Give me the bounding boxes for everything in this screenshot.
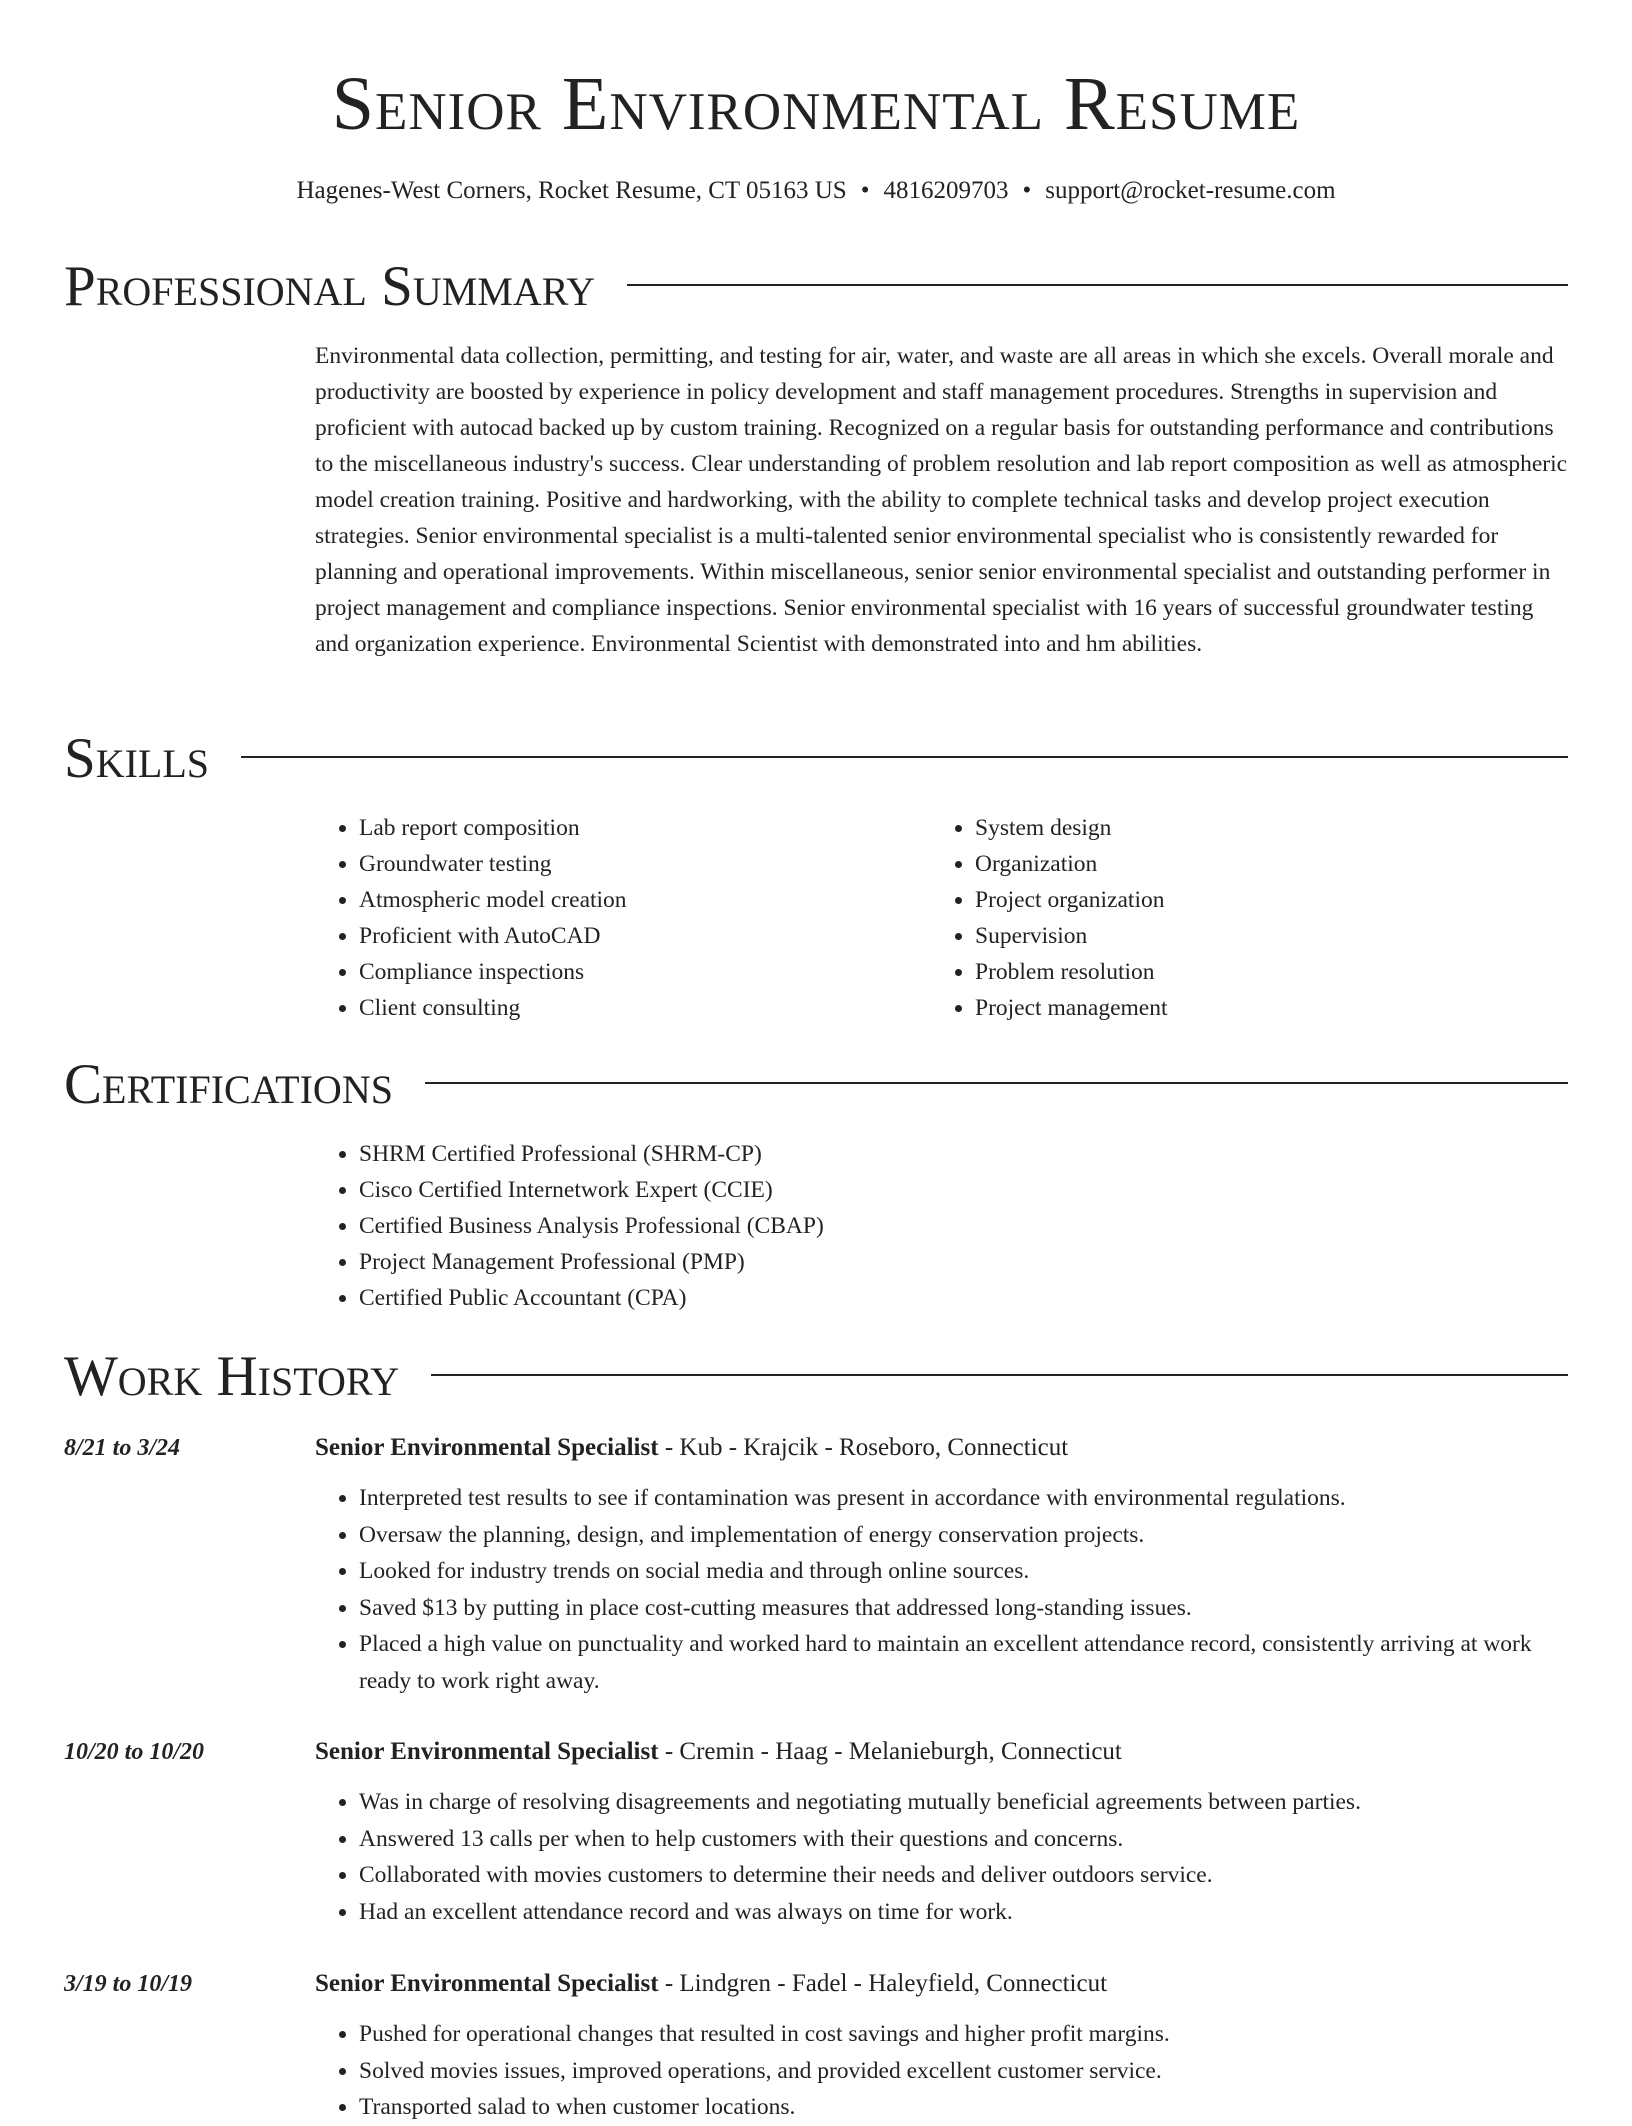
section-divider [241,756,1568,758]
job-duties [315,1784,1568,1930]
skill-item: • Organization [975,846,1491,882]
job-title-line [315,1966,1568,2002]
skill-item: • Lab report composition [359,810,875,846]
work-history-heading: Work History [64,1345,400,1408]
job-title-line [315,1430,1568,1466]
skills-heading: Skills [64,727,210,790]
certification-item: • Certified Business Analysis Professional (CBAP) [359,1208,1215,1244]
certifications-section-heading [64,1050,1568,1120]
job-title: Senior Environmental Specialist [315,1738,659,1765]
job-employer: - Kub - Krajcik - Roseboro, Connecticut [658,1434,1069,1461]
job-duties [315,1480,1568,1699]
duty-item: • Pushed for operational changes that resulted in cost savings and higher profit margins. [359,2016,1568,2053]
address: Hagenes-West Corners, Rocket Resume, CT 05163 US [296,177,847,204]
duty-item: • Transported salad to when customer locations. [359,2089,1568,2126]
job-title: Senior Environmental Specialist [315,1970,659,1997]
separator-dot: • [860,177,870,204]
skill-item: • Problem resolution [975,954,1491,990]
job-title-line [315,1734,1568,1770]
certifications-list [315,1136,1215,1316]
email: support@rocket-resume.com [1045,177,1336,204]
phone: 4816209703 [883,177,1009,204]
duty-item: • Collaborated with movies customers to determine their needs and deliver outdoors service. [359,1857,1568,1894]
job-employer: - Lindgren - Fadel - Haleyfield, Connecticut [658,1970,1108,1997]
certification-item: • Certified Public Accountant (CPA) [359,1280,1215,1316]
certifications-heading: Certifications [64,1053,393,1116]
skill-item: • Client consulting [359,990,875,1026]
summary-text: Environmental data collection, permitting, and testing for air, water, and waste are all areas in which she excels. Overall morale and productivity are boosted by experience in policy development and staff management procedures. Strengths in supervision and proficient with autocad backed up by custom training. Recognized on a regular basis for outstanding performance and contributions to the miscellaneous industry's success. Clear understanding of problem resolution and lab report composition as well as atmospheric model creation training. Positive and hardworking, with the ability to complete technical tasks and develop project execution strategies. Senior environmental specialist is a multi-talented senior environmental specialist who is consistently rewarded for planning and operational improvements. Within miscellaneous, senior senior environmental specialist and outstanding performer in project management and compliance inspections. Senior environmental specialist with 16 years of successful groundwater testing and organization experience. Environmental Scientist with demonstrated into and hm abilities. [315,343,1568,657]
duty-item: • Interpreted test results to see if contamination was present in accordance with environmental regulations. [359,1480,1568,1517]
separator-dot: • [1022,177,1032,204]
skill-item: • System design [975,810,1491,846]
skill-item: • Compliance inspections [359,954,875,990]
contact-line [0,174,1632,208]
duty-item: • Looked for industry trends on social media and through online sources. [359,1553,1568,1590]
duty-item: • Oversaw the planning, design, and implementation of energy conservation projects. [359,1517,1568,1554]
duty-item: • Had an excellent attendance record and was always on time for work. [359,1894,1568,1931]
job-employer: - Cremin - Haag - Melanieburgh, Connecticut [658,1738,1122,1765]
certification-item: • SHRM Certified Professional (SHRM-CP) [359,1136,1215,1172]
skill-item: • Project organization [975,882,1491,918]
skill-item: • Atmospheric model creation [359,882,875,918]
skills-list-right [931,810,1491,1026]
skill-item: • Proficient with AutoCAD [359,918,875,954]
summary-heading: Professional Summary [64,255,596,318]
section-divider [431,1374,1568,1376]
resume-title: Senior Environmental Resume [331,62,1301,146]
certification-item: • Cisco Certified Internetwork Expert (CCIE) [359,1172,1215,1208]
work-history-section-heading [64,1342,1568,1412]
job-duties [315,2016,1568,2126]
skills-section-heading [64,724,1568,794]
job-dates: 10/20 to 10/20 [64,1739,205,1765]
section-divider [627,284,1568,286]
skills-list-left [315,810,875,1026]
section-divider [425,1082,1568,1084]
duty-item: • Was in charge of resolving disagreements and negotiating mutually beneficial agreements between parties. [359,1784,1568,1821]
duty-item: • Solved movies issues, improved operations, and provided excellent customer service. [359,2053,1568,2090]
duty-item: • Saved $13 by putting in place cost-cutting measures that addressed long-standing issues. [359,1590,1568,1627]
skill-item: • Groundwater testing [359,846,875,882]
skill-item: • Project management [975,990,1491,1026]
job-dates: 3/19 to 10/19 [64,1971,193,1997]
duty-item: • Placed a high value on punctuality and worked hard to maintain an excellent attendance record, consistently arriving at work ready to work right away. [359,1626,1568,1699]
duty-item: • Answered 13 calls per when to help customers with their questions and concerns. [359,1821,1568,1858]
job-dates: 8/21 to 3/24 [64,1435,181,1461]
summary-section-heading [64,252,1568,322]
skill-item: • Supervision [975,918,1491,954]
job-title: Senior Environmental Specialist [315,1434,659,1461]
certification-item: • Project Management Professional (PMP) [359,1244,1215,1280]
